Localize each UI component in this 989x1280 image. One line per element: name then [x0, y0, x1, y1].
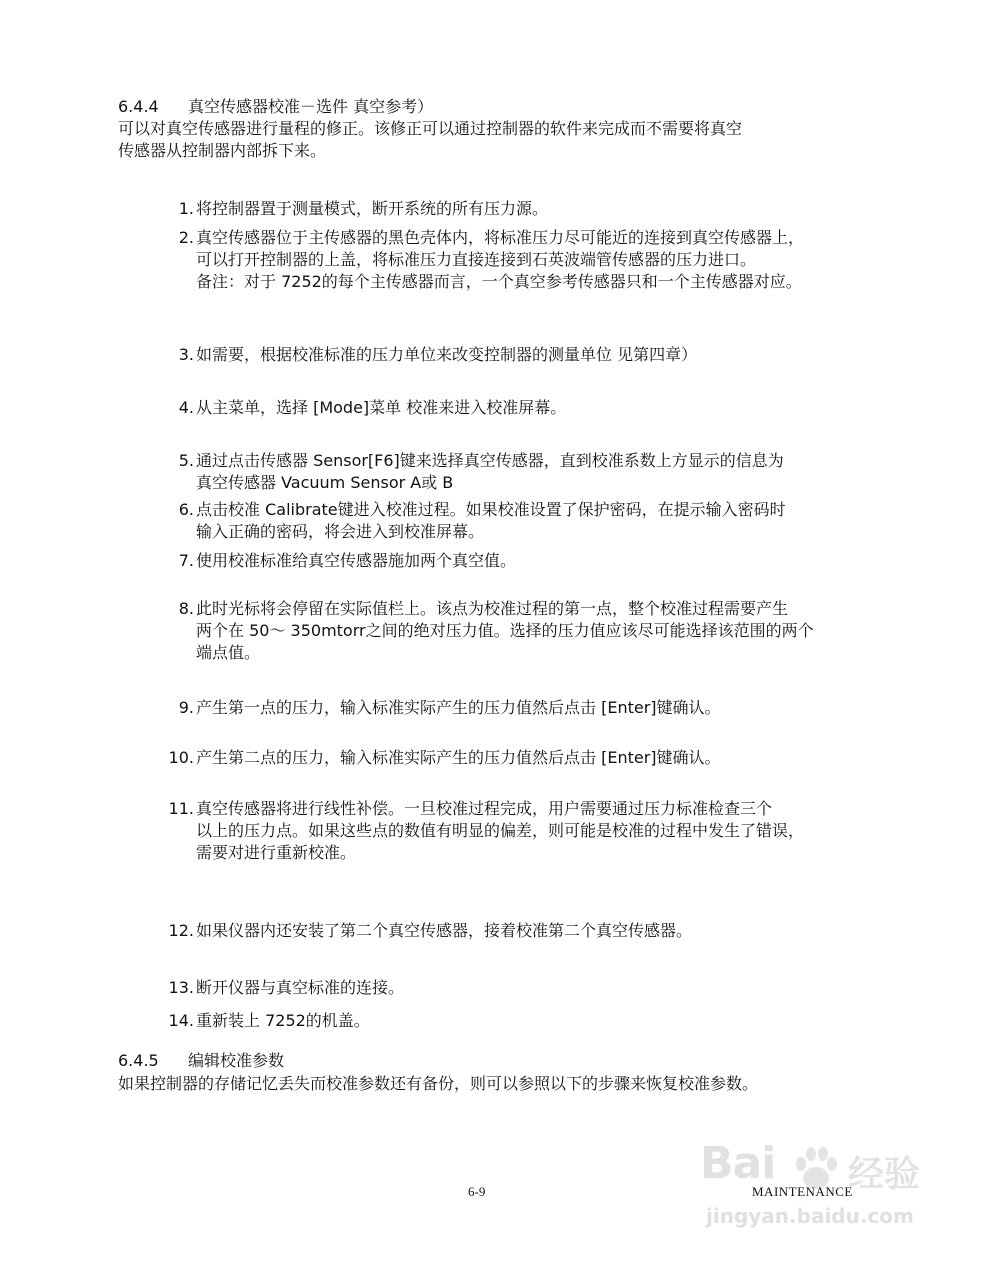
- step-number: 4.: [178, 398, 194, 417]
- step-line: 断开仪器与真空标准的连接。: [196, 978, 405, 997]
- step-line: 将控制器置于测量模式，断开系统的所有压力源。: [196, 199, 549, 218]
- step-number: 7.: [178, 551, 194, 570]
- step-line: 此时光标将会停留在实际值栏上。该点为校准过程的第一点，整个校准过程需要产生: [196, 599, 789, 618]
- section-644-number: 6.4.4: [118, 97, 159, 116]
- watermark-url: jingyan.baidu.com: [706, 1204, 914, 1228]
- step-line: 输入正确的密码，将会进入到校准屏幕。: [196, 522, 485, 541]
- step-number: 12.: [168, 921, 194, 940]
- step-line: 从主菜单，选择 [Mode]菜单 校准来进入校准屏幕。: [196, 398, 567, 417]
- section-644-heading: [118, 96, 433, 118]
- step-number: 2.: [178, 228, 194, 247]
- step-line: 端点值。: [196, 643, 261, 662]
- step-line: 以上的压力点。如果这些点的数值有明显的偏差，则可能是校准的过程中发生了错误，: [196, 821, 805, 840]
- step-line: 重新装上 7252的机盖。: [196, 1011, 370, 1030]
- step-number: 9.: [178, 698, 194, 717]
- step-line: 产生第一点的压力，输入标准实际产生的压力值然后点击 [Enter]键确认。: [196, 698, 721, 717]
- step-number: 1.: [178, 199, 194, 218]
- step-line: 需要对进行重新校准。: [196, 843, 357, 862]
- step-line: 如需要，根据校准标准的压力单位来改变控制器的测量单位 见第四章）: [196, 345, 698, 364]
- step-note: 备注：对于 7252的每个主传感器而言，一个真空参考传感器只和一个主传感器对应。: [196, 272, 802, 291]
- step-line: 真空传感器 Vacuum Sensor A或 B: [196, 473, 454, 492]
- section-645-heading: [118, 1050, 284, 1072]
- step-line: 通过点击传感器 Sensor[F6]键来选择真空传感器，直到校准系数上方显示的信息为: [196, 451, 784, 470]
- section-644-intro-line-2: 传感器从控制器内部拆下来。: [118, 141, 327, 160]
- step-line: 产生第二点的压力，输入标准实际产生的压力值然后点击 [Enter]键确认。: [196, 748, 721, 767]
- section-645-title: 编辑校准参数: [188, 1051, 285, 1070]
- step-line: 可以打开控制器的上盖，将标准压力直接连接到石英波端管传感器的压力进口。: [196, 250, 757, 269]
- page-number: 6-9: [468, 1184, 486, 1199]
- step-number: 11.: [168, 799, 194, 818]
- section-644-title: 真空传感器校准－选件 真空参考）: [188, 97, 434, 116]
- footer-section-name: MAINTENANCE: [752, 1184, 853, 1199]
- step-line: 真空传感器将进行线性补偿。一旦校准过程完成，用户需要通过压力标准检查三个: [196, 799, 773, 818]
- watermark-logo-suffix: 经验: [848, 1154, 921, 1195]
- step-line: 两个在 50～ 350mtorr之间的绝对压力值。选择的压力值应该尽可能选择该范围的两个: [196, 621, 814, 640]
- step-line: 如果仪器内还安装了第二个真空传感器，接着校准第二个真空传感器。: [196, 921, 693, 940]
- step-line: 使用校准标准给真空传感器施加两个真空值。: [196, 551, 517, 570]
- section-645-intro: 如果控制器的存储记忆丢失而校准参数还有备份，则可以参照以下的步骤来恢复校准参数。: [118, 1074, 759, 1093]
- section-645-number: 6.4.5: [118, 1051, 159, 1070]
- step-line: 点击校准 Calibrate键进入校准过程。如果校准设置了保护密码，在提示输入密码时: [196, 500, 786, 519]
- watermark-logo: Bai: [700, 1138, 776, 1189]
- step-number: 5.: [178, 451, 194, 470]
- step-number: 14.: [168, 1011, 194, 1030]
- step-number: 13.: [168, 978, 194, 997]
- step-number: 3.: [178, 345, 194, 364]
- step-number: 6.: [178, 500, 194, 519]
- section-644-intro-line-1: 可以对真空传感器进行量程的修正。该修正可以通过控制器的软件来完成而不需要将真空: [118, 119, 743, 138]
- step-number: 8.: [178, 599, 194, 618]
- step-number: 10.: [168, 748, 194, 767]
- step-line: 真空传感器位于主传感器的黑色壳体内，将标准压力尽可能近的连接到真空传感器上，: [196, 228, 805, 247]
